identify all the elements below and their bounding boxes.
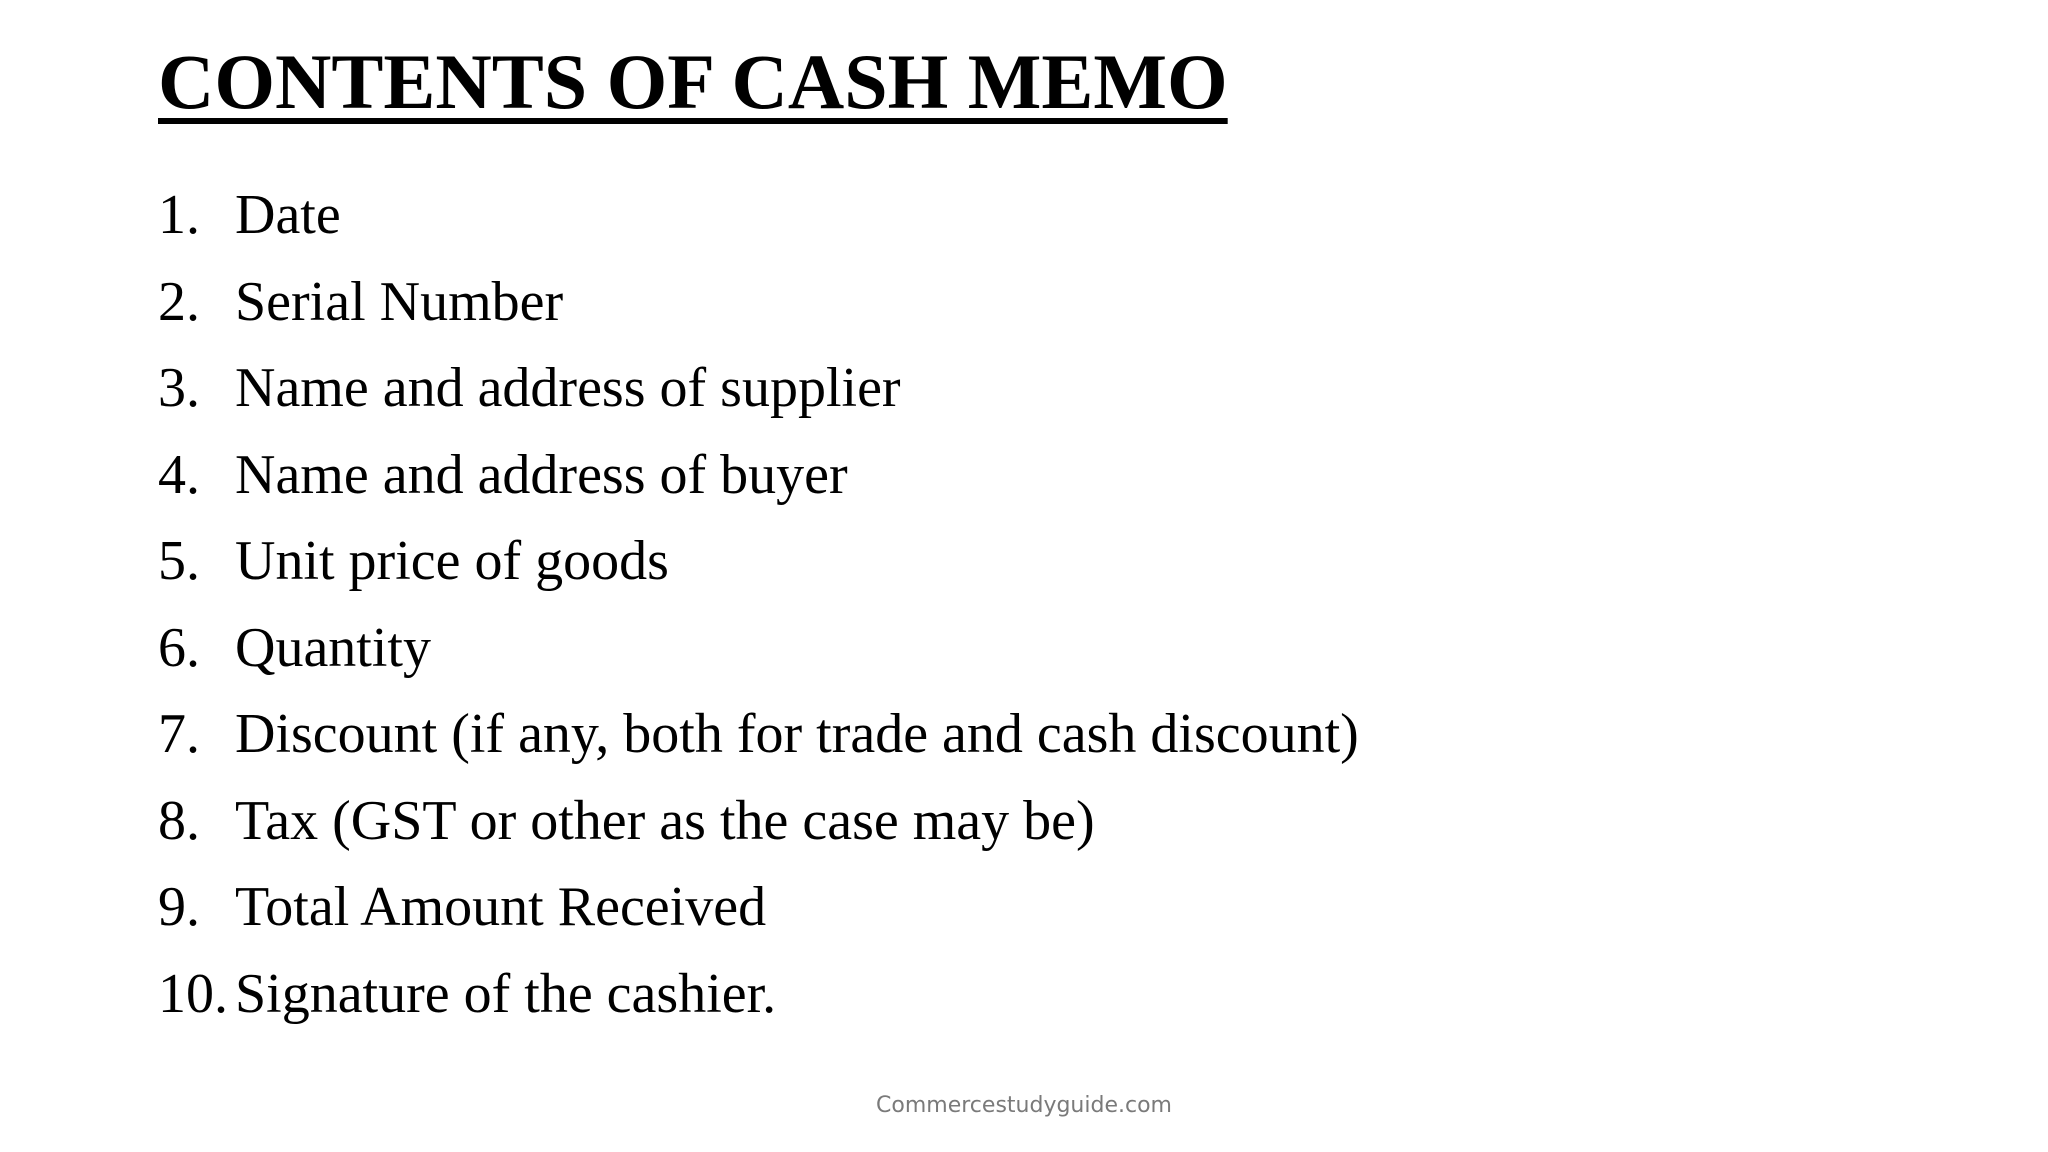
list-item-number: 6. xyxy=(158,616,200,679)
list-item xyxy=(158,778,1359,865)
footer-watermark: Commercestudyguide.com xyxy=(876,1093,1172,1118)
list-item xyxy=(158,605,1359,692)
list-item-number: 4. xyxy=(158,443,200,506)
list-item-text: Serial Number xyxy=(235,270,564,333)
list-item-number: 5. xyxy=(158,530,200,592)
list-item xyxy=(158,172,1359,259)
list-item xyxy=(158,432,1359,519)
list-item-number: 8. xyxy=(158,789,200,852)
list-item xyxy=(158,951,1359,1038)
list-item-text: Signature of the cashier. xyxy=(235,962,777,1025)
list-item-text: Name and address of buyer xyxy=(235,443,848,506)
list-item xyxy=(158,518,1359,605)
list-item-text: Name and address of supplier xyxy=(235,357,901,419)
list-item-number: 3. xyxy=(158,357,200,419)
list-item-text: Quantity xyxy=(235,616,431,679)
list-item-number: 7. xyxy=(158,703,200,765)
list-item-text: Tax (GST or other as the case may be) xyxy=(235,789,1095,852)
list-item xyxy=(158,691,1359,778)
contents-list xyxy=(158,172,1359,1037)
list-item-text: Unit price of goods xyxy=(235,530,669,592)
list-item-number: 10. xyxy=(158,962,228,1025)
list-item xyxy=(158,345,1359,432)
list-item-number: 9. xyxy=(158,876,200,938)
list-item-number: 1. xyxy=(158,184,200,246)
list-item xyxy=(158,259,1359,346)
list-item-text: Date xyxy=(235,184,341,246)
list-item-number: 2. xyxy=(158,270,200,333)
list-item xyxy=(158,864,1359,951)
slide-title: CONTENTS OF CASH MEMO xyxy=(158,38,1228,125)
list-item-text: Discount (if any, both for trade and cash discount) xyxy=(235,703,1359,765)
list-item-text: Total Amount Received xyxy=(235,876,767,938)
